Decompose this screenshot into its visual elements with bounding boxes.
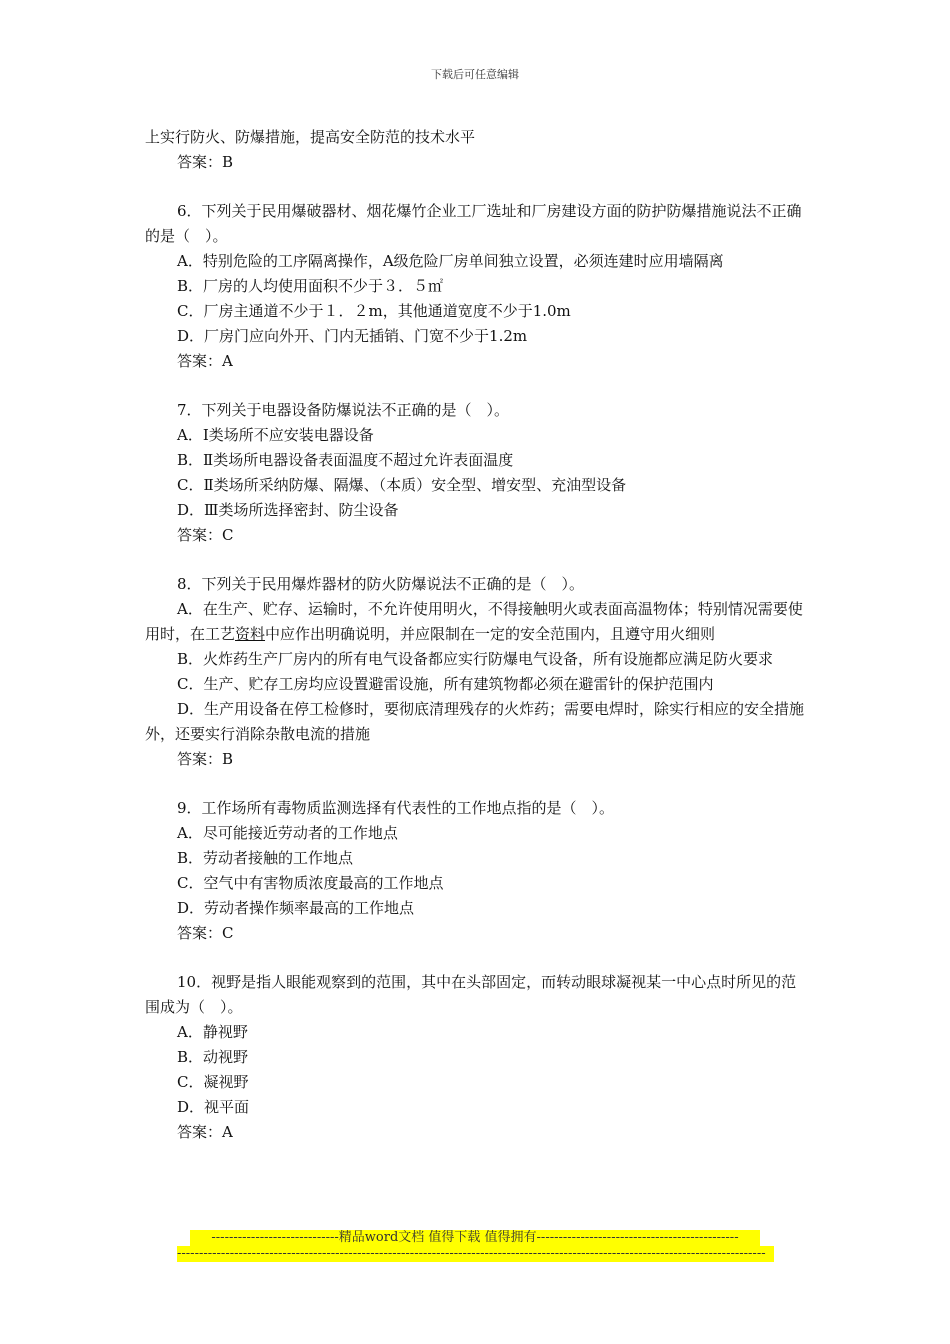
resource-link[interactable]: 资料 [235,625,266,643]
answer-7: 答案：C [177,526,234,544]
answer-10: 答案：A [177,1123,233,1141]
answer-8: 答案：B [177,750,234,768]
answer-6: 答案：A [177,352,233,370]
question-7-stem: 7．下列关于电器设备防爆说法不正确的是（ ）。 [177,401,510,419]
intro-tail: 上实行防火、防爆措施，提高安全防范的技术水平 [145,128,476,146]
question-6-option-b: B．厂房的人均使用面积不少于３．５㎡ [177,277,444,295]
question-10-option-d: D．视平面 [177,1098,250,1116]
question-8-option-b: B．火炸药生产厂房内的所有电气设备都应实行防爆电气设备，所有设施都应满足防火要求 [177,650,774,668]
question-9-option-b: B．劳动者接触的工作地点 [177,849,354,867]
footer-dash-line: -------------------------------------------------------------------------------------------------------------------------------------- [177,1246,774,1262]
answer-9: 答案：C [177,924,234,942]
question-10-option-a: A．静视野 [177,1023,248,1041]
question-9-stem: 9．工作场所有毒物质监测选择有代表性的工作地点指的是（ ）。 [177,799,615,817]
option-a-text-pre: A．在生产、贮存、运输时，不允许使用明火，不得接触明火或表面高温物体；特别情况需要使用时，在工艺 [145,600,803,643]
question-10-option-c: C．凝视野 [177,1073,249,1091]
question-6-option-c: C．厂房主通道不少于１．２m，其他通道宽度不少于1.0m [177,302,571,320]
question-7-option-c: C．Ⅱ类场所采纳防爆、隔爆、（本质）安全型、增安型、充油型设备 [177,476,627,494]
question-7-option-a: A．Ⅰ类场所不应安装电器设备 [177,426,374,444]
question-8-stem: 8．下列关于民用爆炸器材的防火防爆说法不正确的是（ ）。 [177,575,585,593]
question-9-option-a: A．尽可能接近劳动者的工作地点 [177,824,398,842]
question-10-option-b: B．动视野 [177,1048,249,1066]
answer-5: 答案：B [177,153,234,171]
question-6-option-a: A．特别危险的工序隔离操作，A级危险厂房单间独立设置，必须连建时应用墙隔离 [177,252,724,270]
option-a-text-post: 中应作出明确说明，并应限制在一定的安全范围内，且遵守用火细则 [265,625,716,643]
question-8-option-c: C．生产、贮存工房均应设置避雷设施，所有建筑物都必须在避雷针的保护范围内 [177,675,714,693]
page-footer [0,1230,950,1262]
question-6-option-d: D．厂房门应向外开、门内无插销、门宽不少于1.2m [177,327,528,345]
question-9-option-c: C．空气中有害物质浓度最高的工作地点 [177,874,444,892]
question-9-option-d: D．劳动者操作频率最高的工作地点 [177,899,415,917]
question-7-option-d: D．Ⅲ类场所选择密封、防尘设备 [177,501,399,519]
footer-banner: -----------------------------精品word文档 值得下载 值得拥有---------------------------------------------- [190,1230,760,1246]
question-8-option-d: D．生产用设备在停工检修时，要彻底清理残存的火炸药；需要电焊时，除实行相应的安全措施外，还要实行消除杂散电流的措施 [145,700,805,743]
question-7-option-b: B．Ⅱ类场所电器设备表面温度不超过允许表面温度 [177,451,514,469]
page-header: 下载后可任意编辑 [431,68,519,81]
question-6-stem: 6．下列关于民用爆破器材、烟花爆竹企业工厂选址和厂房建设方面的防护防爆措施说法不正确的是（ ）。 [145,202,802,245]
question-8-option-a [145,597,810,647]
document-body [145,125,810,1145]
question-10-stem: 10．视野是指人眼能观察到的范围，其中在头部固定，而转动眼球凝视某一中心点时所见的范围成为（ ）。 [145,973,797,1016]
